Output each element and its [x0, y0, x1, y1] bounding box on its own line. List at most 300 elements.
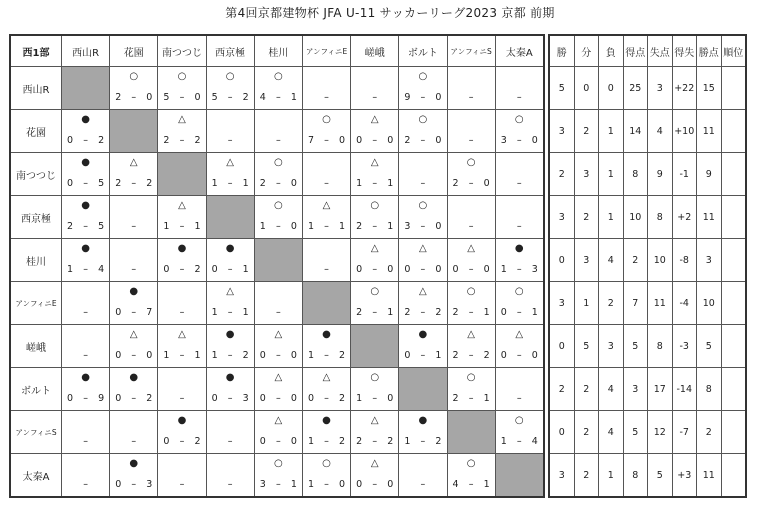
- match-cell: [254, 282, 302, 325]
- goals-for: 1: [404, 436, 411, 447]
- stat-header: 失点: [648, 35, 673, 67]
- match-cell: [495, 282, 544, 325]
- match-cell: [110, 454, 158, 498]
- stat-cell: 0: [549, 325, 574, 368]
- match-cell: [158, 239, 206, 282]
- match-cell: [206, 454, 254, 498]
- goals-against: 2: [339, 393, 346, 404]
- unplayed-dash: –: [131, 436, 137, 447]
- score: [303, 135, 350, 146]
- score-separator: –: [324, 221, 329, 232]
- self-match-cell: [158, 153, 206, 196]
- goals-for: 1: [163, 221, 170, 232]
- score: [207, 264, 254, 275]
- column-team-6: 嵯峨: [351, 35, 399, 67]
- goals-against: 0: [290, 436, 297, 447]
- goals-against: 1: [242, 178, 249, 189]
- score-separator: –: [227, 350, 233, 361]
- result-symbol: ●: [81, 157, 90, 168]
- goals-against: 0: [435, 221, 442, 232]
- goals-against: 0: [290, 221, 297, 232]
- score-separator: –: [131, 178, 137, 189]
- score-separator: –: [516, 350, 522, 361]
- result-symbol: ○: [418, 71, 428, 82]
- result-symbol: ○: [273, 157, 283, 168]
- score-separator: –: [131, 479, 137, 490]
- goals-for: 0: [115, 479, 122, 490]
- score: [110, 479, 157, 490]
- header-row: [10, 35, 544, 67]
- stat-header: 得失: [672, 35, 697, 67]
- stat-cell: 8: [648, 196, 673, 239]
- score-separator: –: [179, 92, 185, 103]
- result-symbol: △: [226, 157, 234, 168]
- score: [62, 393, 109, 404]
- score: [448, 264, 495, 275]
- self-match-cell: [495, 454, 544, 498]
- score-separator: –: [83, 221, 88, 232]
- score: [399, 436, 446, 447]
- row-team-9: 太秦A: [10, 454, 62, 498]
- goals-for: 1: [307, 479, 315, 490]
- column-team-0: 西山R: [62, 35, 110, 67]
- match-cell: [110, 67, 158, 110]
- score-separator: –: [227, 178, 233, 189]
- goals-against: 3: [531, 264, 538, 275]
- match-cell: [302, 411, 350, 454]
- self-match-cell: [302, 282, 350, 325]
- stats-row: [549, 411, 746, 454]
- goals-for: 3: [404, 221, 411, 232]
- result-symbol: △: [178, 329, 186, 340]
- result-symbol: ○: [370, 372, 380, 383]
- goals-against: 0: [339, 479, 346, 490]
- goals-for: 1: [307, 221, 315, 232]
- result-symbol: ●: [177, 243, 187, 254]
- score: [351, 264, 398, 275]
- unplayed-dash: –: [83, 350, 88, 361]
- result-symbol: ○: [418, 200, 428, 211]
- goals-against: 2: [146, 178, 153, 189]
- goals-against: 1: [531, 307, 538, 318]
- stats-row: [549, 282, 746, 325]
- match-cell: [110, 196, 158, 239]
- score: [448, 393, 495, 404]
- match-cell: [302, 454, 350, 498]
- result-symbol: ●: [322, 415, 331, 426]
- stat-cell: 11: [697, 196, 722, 239]
- stat-header: 得点: [623, 35, 648, 67]
- stat-header: 分: [574, 35, 599, 67]
- score-separator: –: [468, 307, 474, 318]
- goals-against: 2: [194, 264, 201, 275]
- result-symbol: ●: [81, 372, 90, 383]
- match-cell: [495, 196, 544, 239]
- goals-against: 7: [146, 307, 153, 318]
- stat-cell: 11: [648, 282, 673, 325]
- score: [303, 221, 350, 232]
- stat-cell: 3: [549, 110, 574, 153]
- score-separator: –: [179, 350, 185, 361]
- stats-row: [549, 239, 746, 282]
- result-symbol: △: [370, 157, 379, 168]
- match-cell: [302, 196, 350, 239]
- stat-cell: -8: [672, 239, 697, 282]
- goals-against: 0: [146, 92, 153, 103]
- goals-against: 2: [435, 307, 442, 318]
- stat-header: 勝点: [697, 35, 722, 67]
- stat-cell: 15: [697, 67, 722, 110]
- result-symbol: △: [370, 114, 379, 125]
- match-cell: [399, 110, 447, 153]
- goals-for: 1: [211, 178, 218, 189]
- goals-for: 0: [500, 350, 507, 361]
- goals-for: 0: [452, 264, 459, 275]
- column-team-3: 西京極: [206, 35, 254, 67]
- stat-cell: 8: [697, 368, 722, 411]
- goals-against: 9: [98, 393, 105, 404]
- team-row: [10, 368, 544, 411]
- score-separator: –: [420, 307, 426, 318]
- match-cell: [351, 454, 399, 498]
- goals-against: 2: [242, 350, 249, 361]
- stat-cell: 3: [574, 153, 599, 196]
- score-separator: –: [372, 135, 378, 146]
- goals-for: 0: [259, 393, 266, 404]
- match-cell: [351, 368, 399, 411]
- stat-cell: -14: [672, 368, 697, 411]
- match-cell: [447, 153, 495, 196]
- goals-for: 0: [307, 393, 315, 404]
- goals-against: 2: [98, 135, 105, 146]
- goals-for: 0: [259, 436, 266, 447]
- score: [158, 92, 205, 103]
- column-team-1: 花園: [110, 35, 158, 67]
- score-separator: –: [324, 135, 329, 146]
- stat-cell: 1: [599, 153, 624, 196]
- score-separator: –: [83, 393, 88, 404]
- result-symbol: ○: [418, 114, 428, 125]
- goals-for: 0: [67, 178, 74, 189]
- score-separator: –: [131, 92, 137, 103]
- result-symbol: ○: [225, 71, 235, 82]
- stat-cell: 4: [599, 411, 624, 454]
- score-separator: –: [83, 178, 88, 189]
- unplayed-dash: –: [179, 479, 185, 490]
- score: [351, 307, 398, 318]
- score: [496, 307, 543, 318]
- result-symbol: △: [274, 372, 283, 383]
- match-cell: [254, 368, 302, 411]
- row-team-7: ボルト: [10, 368, 62, 411]
- score-separator: –: [372, 221, 378, 232]
- goals-for: 2: [452, 350, 459, 361]
- unplayed-dash: –: [420, 178, 426, 189]
- goals-for: 1: [356, 178, 363, 189]
- self-match-cell: [110, 110, 158, 153]
- match-cell: [495, 239, 544, 282]
- self-match-cell: [447, 411, 495, 454]
- score-separator: –: [179, 436, 185, 447]
- stat-cell: 0: [574, 67, 599, 110]
- match-cell: [62, 196, 110, 239]
- match-cell: [495, 110, 544, 153]
- score: [207, 178, 254, 189]
- result-symbol: ●: [177, 415, 187, 426]
- goals-for: 1: [307, 350, 315, 361]
- result-symbol: ○: [466, 372, 476, 383]
- score: [351, 221, 398, 232]
- match-cell: [302, 153, 350, 196]
- goals-for: 2: [115, 92, 122, 103]
- score: [207, 393, 254, 404]
- goals-against: 2: [387, 436, 394, 447]
- match-cell: [158, 67, 206, 110]
- goals-for: 0: [404, 350, 411, 361]
- score-separator: –: [468, 393, 474, 404]
- goals-for: 0: [115, 393, 122, 404]
- result-symbol: △: [274, 415, 283, 426]
- result-symbol: △: [226, 286, 234, 297]
- stat-cell: 5: [623, 411, 648, 454]
- score-separator: –: [516, 307, 522, 318]
- score: [158, 221, 205, 232]
- match-cell: [447, 325, 495, 368]
- stat-cell: +22: [672, 67, 697, 110]
- stat-cell: 14: [623, 110, 648, 153]
- goals-against: 0: [194, 92, 201, 103]
- score-separator: –: [227, 393, 233, 404]
- row-team-2: 南つつじ: [10, 153, 62, 196]
- match-cell: [254, 153, 302, 196]
- match-cell: [158, 196, 206, 239]
- goals-against: 4: [531, 436, 538, 447]
- score: [351, 135, 398, 146]
- goals-for: 2: [404, 135, 411, 146]
- score: [110, 307, 157, 318]
- goals-against: 0: [387, 135, 394, 146]
- match-cell: [254, 110, 302, 153]
- result-symbol: △: [178, 200, 186, 211]
- goals-against: 1: [194, 221, 201, 232]
- score-separator: –: [324, 479, 329, 490]
- score: [62, 135, 109, 146]
- unplayed-dash: –: [83, 436, 88, 447]
- goals-for: 2: [356, 221, 363, 232]
- result-symbol: ○: [273, 200, 283, 211]
- match-cell: [110, 368, 158, 411]
- stat-cell: -3: [672, 325, 697, 368]
- match-cell: [351, 411, 399, 454]
- stat-cell: 2: [574, 196, 599, 239]
- goals-against: 1: [387, 221, 394, 232]
- match-cell: [447, 67, 495, 110]
- result-symbol: ○: [514, 114, 524, 125]
- goals-against: 1: [290, 92, 297, 103]
- stat-cell: 11: [697, 454, 722, 498]
- match-cell: [302, 110, 350, 153]
- stats-row: [549, 196, 746, 239]
- stat-header: 負: [599, 35, 624, 67]
- result-symbol: ●: [514, 243, 524, 254]
- score-separator: –: [468, 350, 474, 361]
- unplayed-dash: –: [83, 307, 88, 318]
- goals-for: 2: [259, 178, 266, 189]
- goals-for: 0: [259, 350, 266, 361]
- stats-row: [549, 368, 746, 411]
- result-symbol: ●: [322, 329, 331, 340]
- score-separator: –: [179, 135, 185, 146]
- score: [62, 264, 109, 275]
- goals-against: 5: [98, 221, 105, 232]
- team-row: [10, 110, 544, 153]
- unplayed-dash: –: [516, 178, 522, 189]
- match-cell: [62, 153, 110, 196]
- goals-against: 0: [387, 264, 394, 275]
- goals-against: 0: [435, 92, 442, 103]
- score-separator: –: [179, 221, 185, 232]
- goals-for: 2: [163, 135, 170, 146]
- result-symbol: ●: [418, 329, 428, 340]
- stat-cell: 17: [648, 368, 673, 411]
- stat-cell: 25: [623, 67, 648, 110]
- stat-cell: 5: [549, 67, 574, 110]
- goals-for: 2: [404, 307, 411, 318]
- goals-against: 2: [194, 135, 201, 146]
- stat-cell: 9: [697, 153, 722, 196]
- result-symbol: △: [419, 286, 427, 297]
- score: [158, 436, 205, 447]
- goals-against: 0: [531, 135, 538, 146]
- unplayed-dash: –: [227, 479, 233, 490]
- stat-cell: 3: [599, 325, 624, 368]
- result-symbol: ●: [225, 243, 235, 254]
- stat-cell: 1: [574, 282, 599, 325]
- unplayed-dash: –: [468, 135, 474, 146]
- score-separator: –: [372, 479, 378, 490]
- match-cell: [399, 67, 447, 110]
- stat-cell: 7: [623, 282, 648, 325]
- goals-for: 2: [115, 178, 122, 189]
- column-team-7: ボルト: [399, 35, 447, 67]
- stat-cell: 3: [697, 239, 722, 282]
- score-separator: –: [420, 135, 426, 146]
- score-separator: –: [324, 436, 329, 447]
- unplayed-dash: –: [275, 307, 281, 318]
- page-title: 第4回京都建物杯 JFA U-11 サッカーリーグ2023 京都 前期: [225, 6, 555, 20]
- match-cell: [206, 282, 254, 325]
- goals-against: 1: [339, 221, 346, 232]
- match-cell: [302, 325, 350, 368]
- goals-for: 0: [211, 393, 218, 404]
- stat-cell: 4: [599, 239, 624, 282]
- result-symbol: ○: [370, 200, 380, 211]
- match-cell: [351, 110, 399, 153]
- stat-cell: +3: [672, 454, 697, 498]
- goals-for: 3: [500, 135, 507, 146]
- match-cell: [351, 153, 399, 196]
- score: [207, 92, 254, 103]
- unplayed-dash: –: [468, 221, 474, 232]
- score-separator: –: [275, 178, 281, 189]
- unplayed-dash: –: [516, 221, 522, 232]
- standings-table: [548, 34, 747, 498]
- match-cell: [62, 239, 110, 282]
- stat-cell: 5: [623, 325, 648, 368]
- results-grid: [9, 34, 545, 498]
- score-separator: –: [468, 178, 474, 189]
- goals-for: 0: [115, 350, 122, 361]
- score: [399, 307, 446, 318]
- match-cell: [206, 110, 254, 153]
- result-symbol: △: [178, 114, 186, 125]
- column-team-4: 桂川: [254, 35, 302, 67]
- score: [255, 436, 302, 447]
- stat-cell: 8: [623, 454, 648, 498]
- score-separator: –: [131, 307, 137, 318]
- score-separator: –: [372, 436, 378, 447]
- match-cell: [206, 368, 254, 411]
- stat-cell: 11: [697, 110, 722, 153]
- goals-against: 0: [387, 479, 394, 490]
- score: [62, 178, 109, 189]
- match-cell: [62, 325, 110, 368]
- goals-against: 0: [435, 264, 442, 275]
- goals-for: 0: [404, 264, 411, 275]
- column-team-8: アンフィニS: [447, 35, 495, 67]
- score-separator: –: [372, 393, 378, 404]
- match-cell: [206, 239, 254, 282]
- score: [62, 221, 109, 232]
- self-match-cell: [351, 325, 399, 368]
- result-symbol: ○: [322, 114, 331, 125]
- score: [303, 436, 350, 447]
- match-cell: [302, 239, 350, 282]
- match-cell: [495, 67, 544, 110]
- score: [255, 393, 302, 404]
- goals-for: 1: [211, 307, 218, 318]
- score-separator: –: [275, 479, 281, 490]
- stat-cell: [721, 368, 746, 411]
- stat-cell: 4: [648, 110, 673, 153]
- score-separator: –: [468, 479, 474, 490]
- score-separator: –: [131, 393, 137, 404]
- goals-against: 1: [387, 178, 394, 189]
- goals-against: 0: [531, 350, 538, 361]
- goals-against: 2: [483, 350, 490, 361]
- match-cell: [495, 368, 544, 411]
- score-separator: –: [275, 92, 281, 103]
- result-symbol: ○: [466, 458, 476, 469]
- stat-cell: 2: [599, 282, 624, 325]
- goals-for: 7: [307, 135, 315, 146]
- result-symbol: △: [322, 200, 331, 211]
- unplayed-dash: –: [372, 92, 378, 103]
- unplayed-dash: –: [324, 264, 329, 275]
- stat-cell: [721, 110, 746, 153]
- result-symbol: △: [322, 372, 331, 383]
- stat-cell: 3: [623, 368, 648, 411]
- goals-for: 1: [500, 264, 507, 275]
- goals-for: 0: [356, 135, 363, 146]
- score: [158, 264, 205, 275]
- goals-against: 5: [98, 178, 105, 189]
- score: [496, 436, 543, 447]
- goals-against: 2: [194, 436, 201, 447]
- stat-cell: [721, 239, 746, 282]
- goals-against: 2: [435, 436, 442, 447]
- row-team-1: 花園: [10, 110, 62, 153]
